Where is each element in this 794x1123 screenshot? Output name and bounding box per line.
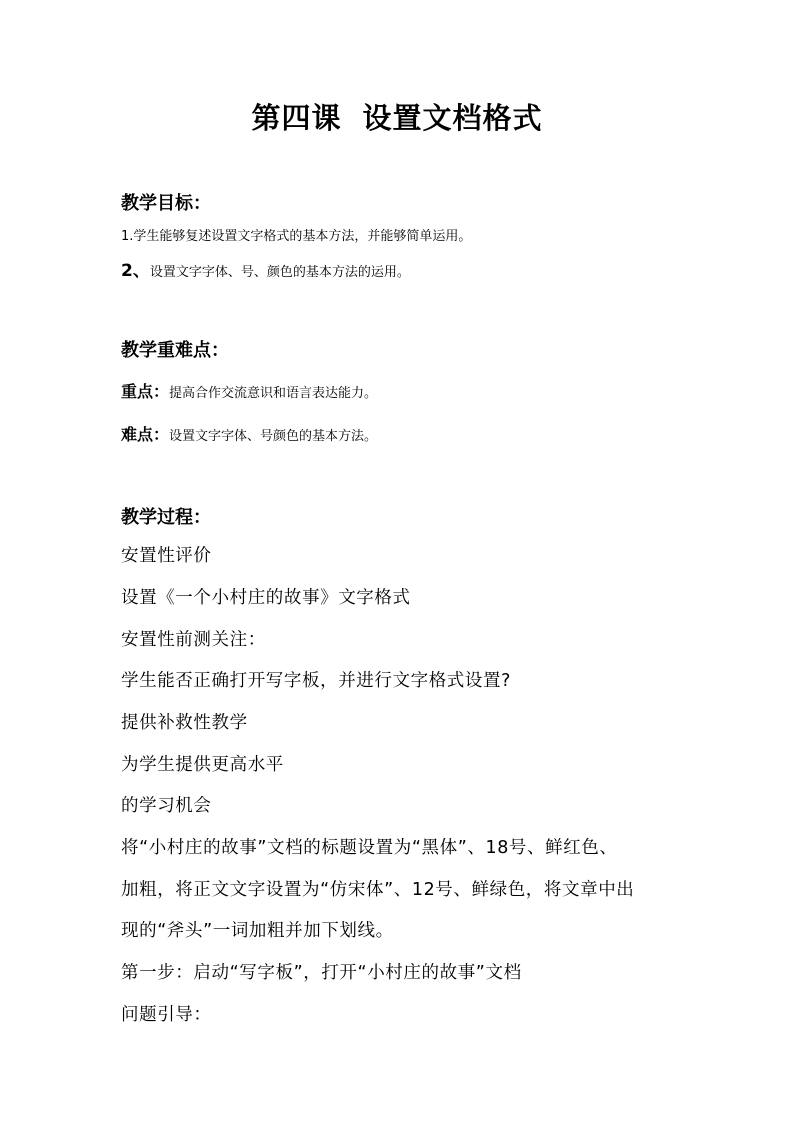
process-heading: 教学过程：	[121, 507, 211, 528]
process-line: 将“小村庄的故事”文档的标题设置为“黑体”、18号、鲜红色、	[121, 838, 618, 858]
focus-line	[121, 379, 377, 402]
process-line: 第一步：启动“写字板”，打开“小村庄的故事”文档	[121, 963, 522, 983]
difficulty-text: 设置文字字体、号颜色的基本方法。	[169, 429, 378, 444]
objective-item-2-number: 2、	[121, 261, 150, 281]
document-title: 第四课 设置文档格式	[251, 101, 543, 135]
process-line: 安置性前测关注：	[121, 630, 266, 650]
process-line: 问题引导：	[121, 1005, 212, 1025]
difficulty-label: 难点：	[121, 425, 170, 444]
focus-text: 提高合作交流意识和语言表达能力。	[169, 386, 378, 401]
process-line: 现的“斧头”一词加粗并加下划线。	[121, 921, 394, 941]
process-line: 安置性评价	[121, 546, 212, 566]
key-points-heading: 教学重难点：	[121, 340, 229, 361]
objective-item-2	[121, 256, 410, 281]
objectives-heading: 教学目标：	[121, 193, 211, 214]
process-line: 学生能否正确打开写字板，并进行文字格式设置?	[121, 671, 511, 691]
objective-item-2-text: 设置文字字体、号、颜色的基本方法的运用。	[149, 265, 410, 280]
process-line: 的学习机会	[121, 796, 212, 816]
objective-item-1: 1.学生能够复述设置文字格式的基本方法，并能够简单运用。	[121, 229, 472, 244]
process-line: 为学生提供更高水平	[121, 755, 284, 775]
difficulty-line	[121, 422, 377, 445]
process-line: 加粗，将正文文字设置为“仿宋体”、12号、鲜绿色，将文章中出	[121, 880, 635, 900]
process-line: 提供补救性教学	[121, 713, 248, 733]
process-line: 设置《一个小村庄的故事》文字格式	[121, 588, 411, 608]
focus-label: 重点：	[121, 382, 170, 401]
